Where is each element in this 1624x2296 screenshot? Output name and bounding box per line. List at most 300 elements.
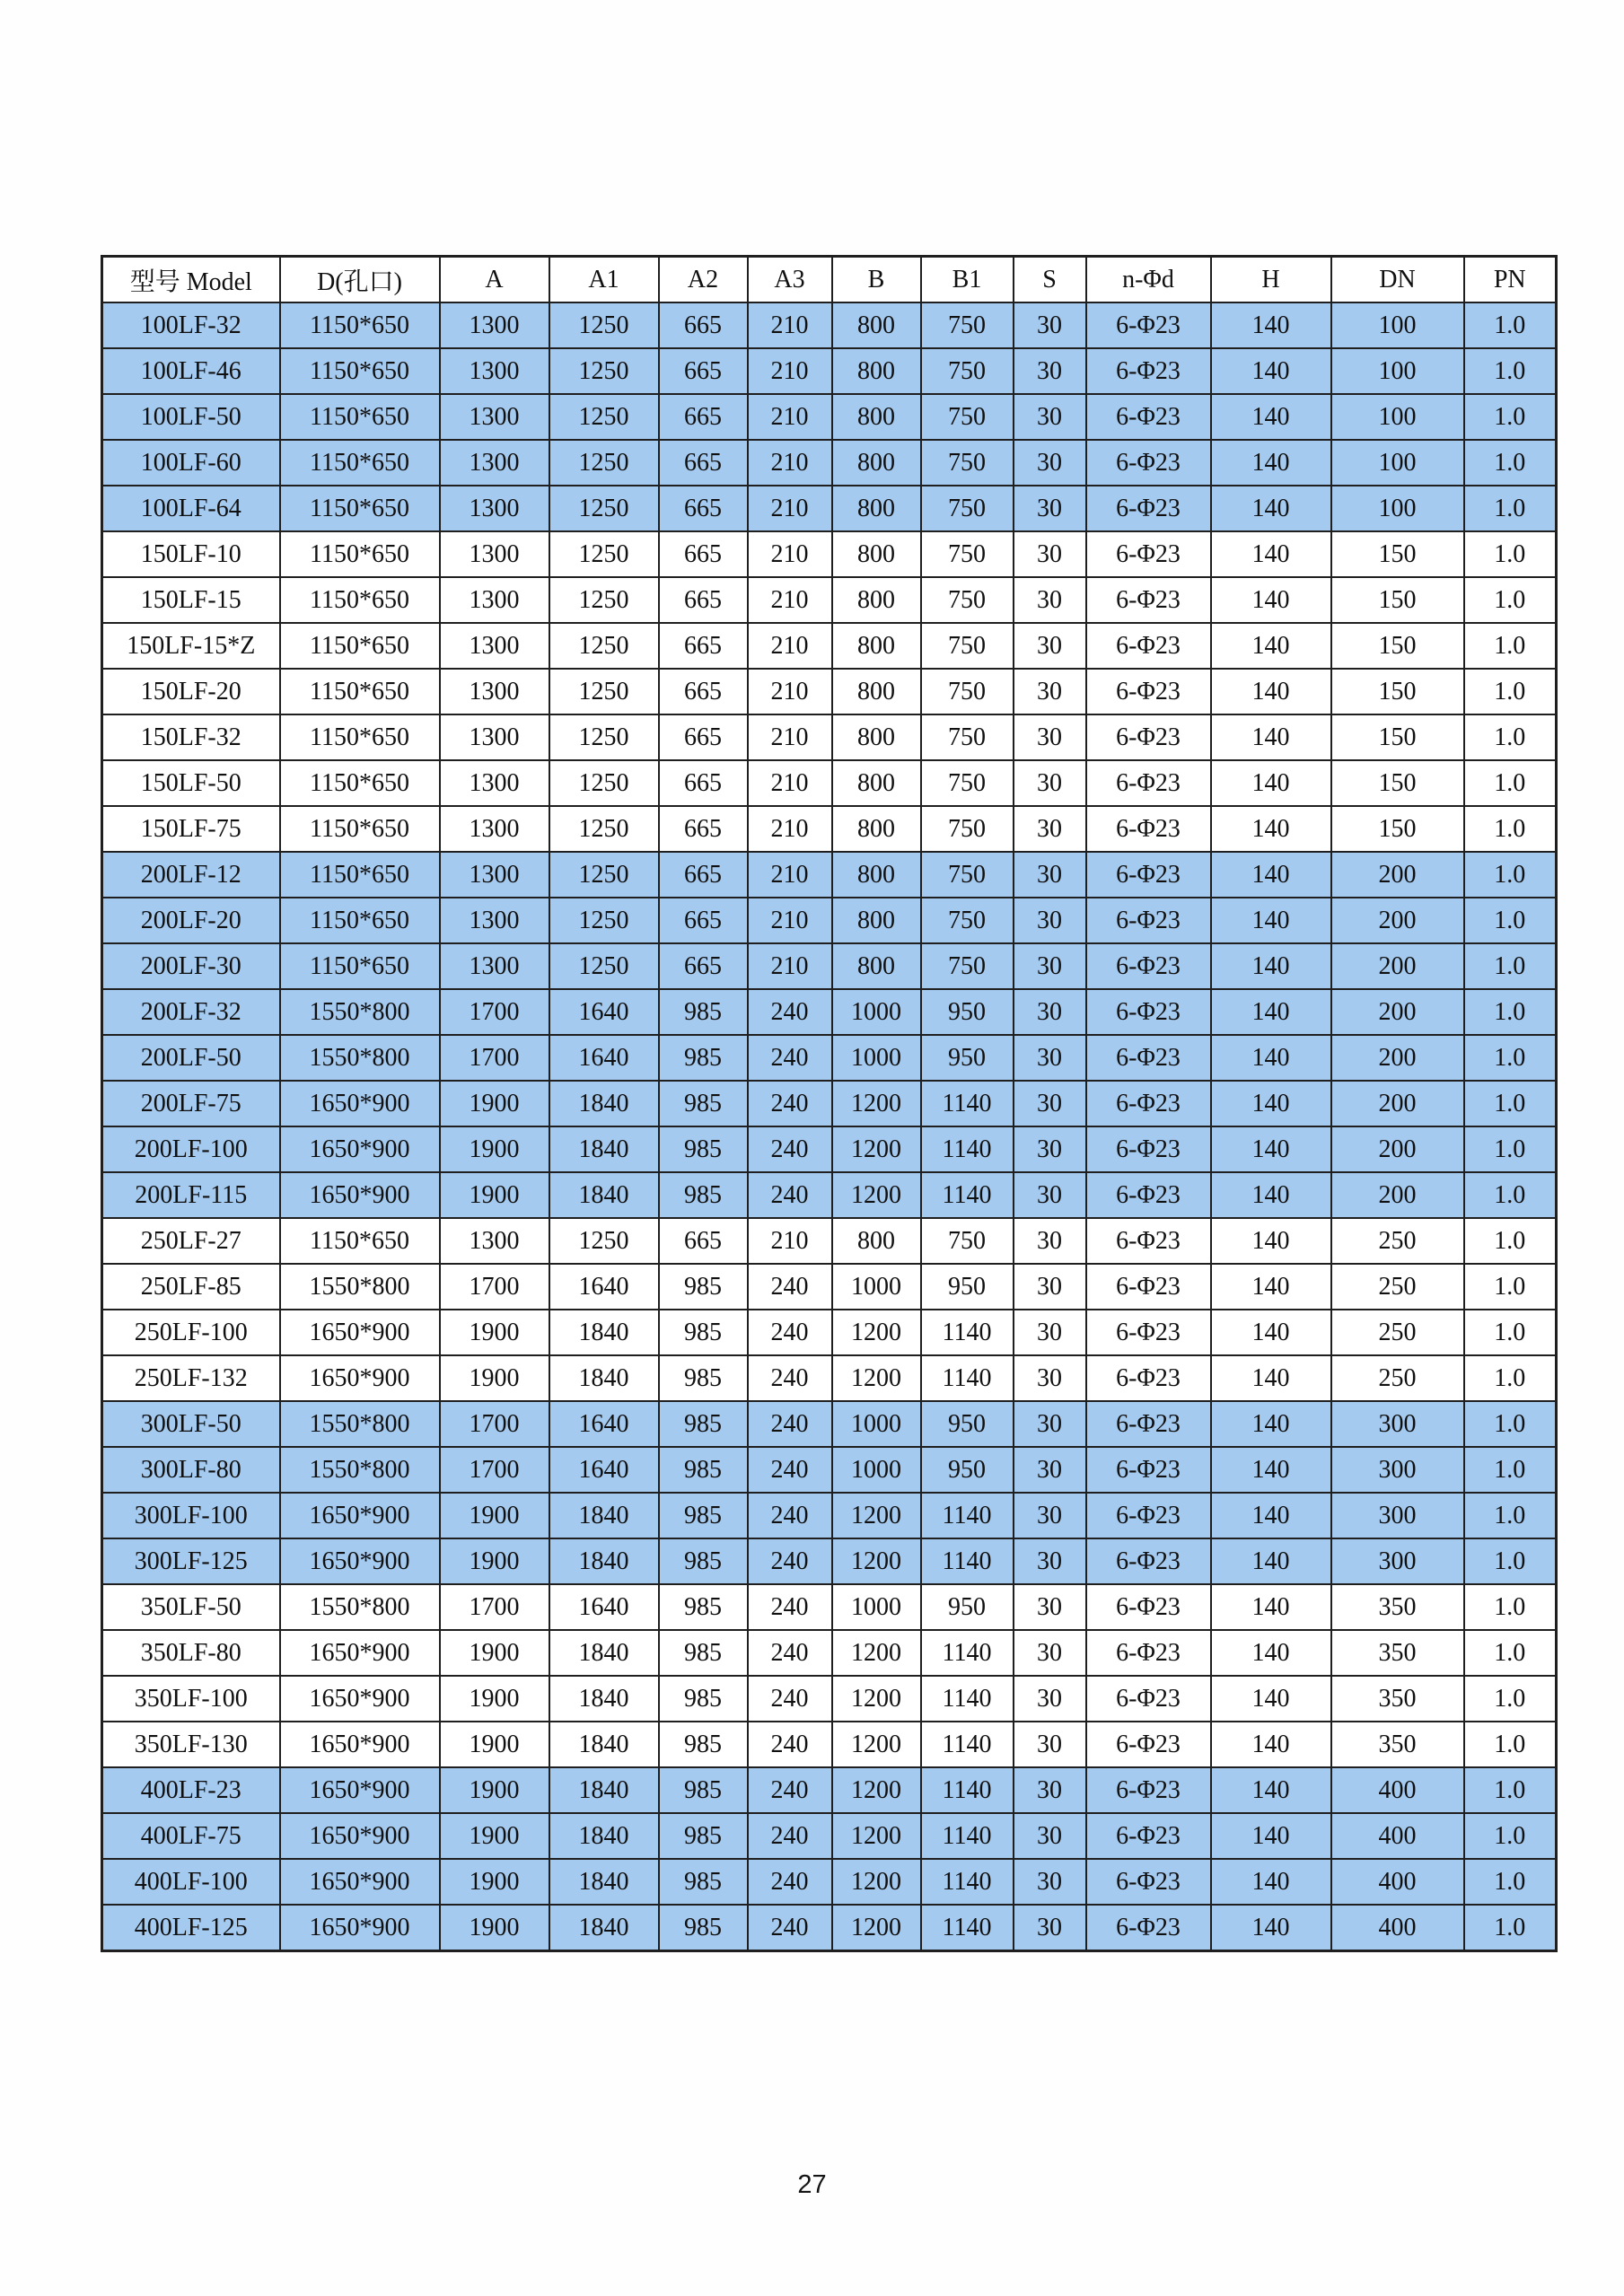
table-row <box>102 1905 1557 1951</box>
table-cell: 300LF-125 <box>102 1538 280 1584</box>
table-row <box>102 486 1557 531</box>
table-cell: 210 <box>748 302 832 348</box>
table-cell: 1.0 <box>1464 1035 1557 1081</box>
table-cell: 1.0 <box>1464 1630 1557 1676</box>
table-cell: 140 <box>1211 1584 1331 1630</box>
table-cell: 1300 <box>440 760 549 806</box>
table-cell: 200 <box>1331 898 1464 943</box>
table-cell: 1900 <box>440 1676 549 1722</box>
table-cell: 1000 <box>832 989 921 1035</box>
table-cell: 140 <box>1211 989 1331 1035</box>
table-cell: 985 <box>659 1172 748 1218</box>
table-cell: 750 <box>921 806 1014 852</box>
table-cell: 200LF-100 <box>102 1126 280 1172</box>
table-cell: 200LF-12 <box>102 852 280 898</box>
table-cell: 30 <box>1014 1081 1086 1126</box>
table-cell: 1900 <box>440 1859 549 1905</box>
table-cell: 1150*650 <box>280 669 440 714</box>
table-cell: 1840 <box>549 1905 659 1951</box>
table-cell: 1.0 <box>1464 440 1557 486</box>
table-cell: 1650*900 <box>280 1905 440 1951</box>
table-cell: 140 <box>1211 760 1331 806</box>
table-cell: 1250 <box>549 669 659 714</box>
table-cell: 1900 <box>440 1905 549 1951</box>
table-cell: 985 <box>659 1493 748 1538</box>
table-cell: 240 <box>748 1630 832 1676</box>
table-cell: 750 <box>921 623 1014 669</box>
table-cell: 350LF-80 <box>102 1630 280 1676</box>
table-cell: 750 <box>921 1218 1014 1264</box>
table-cell: 1.0 <box>1464 577 1557 623</box>
table-cell: 1.0 <box>1464 1310 1557 1355</box>
table-cell: 6-Φ23 <box>1086 1722 1211 1767</box>
table-cell: 1550*800 <box>280 989 440 1035</box>
table-row <box>102 1355 1557 1401</box>
table-cell: 800 <box>832 1218 921 1264</box>
table-cell: 800 <box>832 806 921 852</box>
table-cell: 1150*650 <box>280 760 440 806</box>
table-cell: 100 <box>1331 440 1464 486</box>
table-cell: 1.0 <box>1464 302 1557 348</box>
table-cell: 1640 <box>549 1401 659 1447</box>
table-cell: 100LF-64 <box>102 486 280 531</box>
table-cell: 1250 <box>549 302 659 348</box>
table-cell: 1140 <box>921 1767 1014 1813</box>
table-cell: 30 <box>1014 440 1086 486</box>
table-cell: 240 <box>748 1310 832 1355</box>
table-cell: 1.0 <box>1464 989 1557 1035</box>
table-cell: 1650*900 <box>280 1081 440 1126</box>
table-row <box>102 1630 1557 1676</box>
table-cell: 1140 <box>921 1081 1014 1126</box>
table-cell: 200 <box>1331 852 1464 898</box>
table-cell: 750 <box>921 714 1014 760</box>
table-cell: 6-Φ23 <box>1086 1310 1211 1355</box>
table-cell: 240 <box>748 1355 832 1401</box>
table-cell: 1650*900 <box>280 1355 440 1401</box>
column-header: 型号 Model <box>102 257 280 303</box>
table-cell: 100 <box>1331 486 1464 531</box>
table-cell: 30 <box>1014 531 1086 577</box>
table-cell: 1250 <box>549 806 659 852</box>
table-cell: 6-Φ23 <box>1086 1401 1211 1447</box>
table-cell: 1140 <box>921 1538 1014 1584</box>
table-cell: 1150*650 <box>280 806 440 852</box>
table-cell: 1650*900 <box>280 1126 440 1172</box>
table-cell: 1700 <box>440 1584 549 1630</box>
table-cell: 800 <box>832 898 921 943</box>
table-cell: 1300 <box>440 714 549 760</box>
table-cell: 30 <box>1014 1630 1086 1676</box>
table-cell: 30 <box>1014 348 1086 394</box>
table-row <box>102 1310 1557 1355</box>
table-cell: 1.0 <box>1464 348 1557 394</box>
table-cell: 1.0 <box>1464 486 1557 531</box>
table-cell: 1150*650 <box>280 577 440 623</box>
table-cell: 1150*650 <box>280 486 440 531</box>
table-cell: 1.0 <box>1464 623 1557 669</box>
table-row <box>102 714 1557 760</box>
table-cell: 1650*900 <box>280 1172 440 1218</box>
table-cell: 100 <box>1331 348 1464 394</box>
table-cell: 240 <box>748 1035 832 1081</box>
table-cell: 240 <box>748 989 832 1035</box>
table-cell: 6-Φ23 <box>1086 669 1211 714</box>
table-cell: 985 <box>659 1676 748 1722</box>
table-row <box>102 394 1557 440</box>
table-cell: 140 <box>1211 1218 1331 1264</box>
table-cell: 100LF-46 <box>102 348 280 394</box>
column-header: D(孔口) <box>280 257 440 303</box>
table-cell: 150 <box>1331 623 1464 669</box>
table-cell: 150 <box>1331 760 1464 806</box>
table-cell: 1.0 <box>1464 1447 1557 1493</box>
table-cell: 800 <box>832 440 921 486</box>
table-cell: 800 <box>832 714 921 760</box>
table-cell: 6-Φ23 <box>1086 943 1211 989</box>
table-cell: 210 <box>748 348 832 394</box>
table-cell: 30 <box>1014 577 1086 623</box>
table-cell: 1700 <box>440 1264 549 1310</box>
table-cell: 6-Φ23 <box>1086 1081 1211 1126</box>
table-cell: 1840 <box>549 1813 659 1859</box>
table-cell: 1900 <box>440 1767 549 1813</box>
table-cell: 1.0 <box>1464 898 1557 943</box>
table-cell: 1250 <box>549 1218 659 1264</box>
table-cell: 1840 <box>549 1493 659 1538</box>
table-cell: 1.0 <box>1464 394 1557 440</box>
table-cell: 30 <box>1014 1813 1086 1859</box>
table-cell: 1.0 <box>1464 1767 1557 1813</box>
table-cell: 400LF-23 <box>102 1767 280 1813</box>
table-cell: 250LF-27 <box>102 1218 280 1264</box>
table-cell: 1840 <box>549 1172 659 1218</box>
table-cell: 140 <box>1211 577 1331 623</box>
table-cell: 400 <box>1331 1767 1464 1813</box>
table-cell: 1150*650 <box>280 302 440 348</box>
table-cell: 1200 <box>832 1813 921 1859</box>
table-cell: 30 <box>1014 1905 1086 1951</box>
table-cell: 210 <box>748 760 832 806</box>
table-cell: 1140 <box>921 1355 1014 1401</box>
table-cell: 1300 <box>440 394 549 440</box>
table-row <box>102 852 1557 898</box>
table-cell: 30 <box>1014 623 1086 669</box>
table-row <box>102 1035 1557 1081</box>
table-cell: 350LF-130 <box>102 1722 280 1767</box>
table-cell: 6-Φ23 <box>1086 1584 1211 1630</box>
table-cell: 1.0 <box>1464 1584 1557 1630</box>
table-cell: 1.0 <box>1464 1081 1557 1126</box>
table-cell: 1900 <box>440 1722 549 1767</box>
table-cell: 1700 <box>440 1447 549 1493</box>
table-cell: 1250 <box>549 760 659 806</box>
table-cell: 1900 <box>440 1493 549 1538</box>
table-row <box>102 1401 1557 1447</box>
table-cell: 150LF-50 <box>102 760 280 806</box>
table-cell: 1.0 <box>1464 714 1557 760</box>
table-cell: 985 <box>659 1081 748 1126</box>
table-cell: 1000 <box>832 1035 921 1081</box>
table-cell: 30 <box>1014 1859 1086 1905</box>
table-cell: 6-Φ23 <box>1086 760 1211 806</box>
table-cell: 1300 <box>440 577 549 623</box>
table-cell: 240 <box>748 1172 832 1218</box>
table-cell: 1300 <box>440 531 549 577</box>
table-cell: 6-Φ23 <box>1086 348 1211 394</box>
table-cell: 985 <box>659 1447 748 1493</box>
table-cell: 30 <box>1014 1218 1086 1264</box>
table-row <box>102 1859 1557 1905</box>
table-cell: 240 <box>748 1676 832 1722</box>
table-cell: 1140 <box>921 1493 1014 1538</box>
table-cell: 30 <box>1014 1355 1086 1401</box>
table-cell: 140 <box>1211 714 1331 760</box>
table-cell: 950 <box>921 1584 1014 1630</box>
table-cell: 750 <box>921 760 1014 806</box>
table-cell: 210 <box>748 394 832 440</box>
table-cell: 1640 <box>549 1264 659 1310</box>
table-cell: 1900 <box>440 1081 549 1126</box>
table-cell: 985 <box>659 1538 748 1584</box>
table-cell: 1150*650 <box>280 531 440 577</box>
table-cell: 30 <box>1014 1264 1086 1310</box>
table-cell: 240 <box>748 1264 832 1310</box>
table-cell: 665 <box>659 898 748 943</box>
table-cell: 140 <box>1211 531 1331 577</box>
table-cell: 250LF-100 <box>102 1310 280 1355</box>
table-cell: 1250 <box>549 394 659 440</box>
table-cell: 6-Φ23 <box>1086 852 1211 898</box>
table-cell: 30 <box>1014 1722 1086 1767</box>
table-cell: 985 <box>659 1310 748 1355</box>
table-cell: 750 <box>921 486 1014 531</box>
table-cell: 30 <box>1014 486 1086 531</box>
table-cell: 665 <box>659 760 748 806</box>
table-cell: 1300 <box>440 302 549 348</box>
table-cell: 30 <box>1014 943 1086 989</box>
table-cell: 800 <box>832 302 921 348</box>
table-cell: 140 <box>1211 623 1331 669</box>
table-cell: 1.0 <box>1464 852 1557 898</box>
table-cell: 1.0 <box>1464 760 1557 806</box>
table-cell: 100LF-50 <box>102 394 280 440</box>
table-cell: 30 <box>1014 898 1086 943</box>
table-cell: 6-Φ23 <box>1086 1538 1211 1584</box>
table-cell: 6-Φ23 <box>1086 898 1211 943</box>
table-cell: 1150*650 <box>280 394 440 440</box>
table-cell: 750 <box>921 302 1014 348</box>
table-cell: 240 <box>748 1722 832 1767</box>
table-cell: 800 <box>832 531 921 577</box>
table-cell: 665 <box>659 1218 748 1264</box>
table-cell: 1200 <box>832 1722 921 1767</box>
table-cell: 1550*800 <box>280 1447 440 1493</box>
table-cell: 140 <box>1211 1172 1331 1218</box>
table-cell: 210 <box>748 898 832 943</box>
table-cell: 665 <box>659 531 748 577</box>
table-cell: 665 <box>659 943 748 989</box>
table-row <box>102 531 1557 577</box>
table-cell: 6-Φ23 <box>1086 1630 1211 1676</box>
table-cell: 140 <box>1211 669 1331 714</box>
table-cell: 240 <box>748 1767 832 1813</box>
table-cell: 985 <box>659 1264 748 1310</box>
table-cell: 6-Φ23 <box>1086 1905 1211 1951</box>
table-cell: 1.0 <box>1464 1813 1557 1859</box>
table-cell: 1150*650 <box>280 440 440 486</box>
table-cell: 140 <box>1211 486 1331 531</box>
table-cell: 665 <box>659 348 748 394</box>
table-cell: 200LF-75 <box>102 1081 280 1126</box>
table-row <box>102 1172 1557 1218</box>
table-cell: 1840 <box>549 1310 659 1355</box>
table-cell: 1650*900 <box>280 1767 440 1813</box>
table-cell: 1140 <box>921 1813 1014 1859</box>
table-cell: 150 <box>1331 806 1464 852</box>
table-cell: 300LF-50 <box>102 1401 280 1447</box>
table-cell: 30 <box>1014 1172 1086 1218</box>
table-cell: 100 <box>1331 302 1464 348</box>
table-row <box>102 1767 1557 1813</box>
table-cell: 140 <box>1211 1355 1331 1401</box>
table-cell: 1250 <box>549 623 659 669</box>
table-cell: 30 <box>1014 1447 1086 1493</box>
table-cell: 150LF-15*Z <box>102 623 280 669</box>
table-cell: 1900 <box>440 1126 549 1172</box>
table-cell: 200LF-32 <box>102 989 280 1035</box>
table-cell: 200LF-50 <box>102 1035 280 1081</box>
column-header: A1 <box>549 257 659 303</box>
table-cell: 6-Φ23 <box>1086 1676 1211 1722</box>
table-cell: 665 <box>659 806 748 852</box>
table-cell: 1200 <box>832 1767 921 1813</box>
table-cell: 30 <box>1014 714 1086 760</box>
table-cell: 1250 <box>549 348 659 394</box>
table-cell: 985 <box>659 989 748 1035</box>
table-cell: 140 <box>1211 1126 1331 1172</box>
table-cell: 1650*900 <box>280 1676 440 1722</box>
table-cell: 800 <box>832 348 921 394</box>
table-row <box>102 760 1557 806</box>
table-cell: 1200 <box>832 1126 921 1172</box>
table-row <box>102 302 1557 348</box>
table-cell: 800 <box>832 760 921 806</box>
table-cell: 30 <box>1014 1538 1086 1584</box>
table-cell: 30 <box>1014 760 1086 806</box>
table-cell: 200 <box>1331 989 1464 1035</box>
table-cell: 1840 <box>549 1081 659 1126</box>
column-header: A <box>440 257 549 303</box>
table-cell: 1140 <box>921 1859 1014 1905</box>
table-cell: 985 <box>659 1813 748 1859</box>
table-cell: 240 <box>748 1081 832 1126</box>
table-cell: 665 <box>659 394 748 440</box>
table-cell: 140 <box>1211 1310 1331 1355</box>
table-cell: 1000 <box>832 1264 921 1310</box>
table-cell: 1550*800 <box>280 1401 440 1447</box>
table-cell: 1200 <box>832 1172 921 1218</box>
table-row <box>102 577 1557 623</box>
table-cell: 140 <box>1211 1905 1331 1951</box>
table-cell: 210 <box>748 486 832 531</box>
table-cell: 400LF-100 <box>102 1859 280 1905</box>
table-cell: 1840 <box>549 1538 659 1584</box>
table-row <box>102 1676 1557 1722</box>
table-cell: 1250 <box>549 898 659 943</box>
table-cell: 150LF-75 <box>102 806 280 852</box>
table-cell: 150LF-10 <box>102 531 280 577</box>
table-cell: 140 <box>1211 852 1331 898</box>
table-cell: 1900 <box>440 1538 549 1584</box>
table-cell: 200 <box>1331 1081 1464 1126</box>
table-cell: 140 <box>1211 1035 1331 1081</box>
table-cell: 6-Φ23 <box>1086 1264 1211 1310</box>
table-cell: 200LF-20 <box>102 898 280 943</box>
table-cell: 6-Φ23 <box>1086 1355 1211 1401</box>
table-cell: 950 <box>921 1401 1014 1447</box>
table-cell: 300 <box>1331 1401 1464 1447</box>
table-cell: 350LF-100 <box>102 1676 280 1722</box>
table-cell: 6-Φ23 <box>1086 302 1211 348</box>
table-row <box>102 440 1557 486</box>
table-cell: 1250 <box>549 852 659 898</box>
table-cell: 1300 <box>440 852 549 898</box>
table-row <box>102 989 1557 1035</box>
table-cell: 1.0 <box>1464 1355 1557 1401</box>
table-cell: 1150*650 <box>280 623 440 669</box>
table-cell: 400 <box>1331 1813 1464 1859</box>
table-cell: 750 <box>921 577 1014 623</box>
table-cell: 30 <box>1014 806 1086 852</box>
table-row <box>102 1722 1557 1767</box>
table-cell: 1.0 <box>1464 1218 1557 1264</box>
table-cell: 750 <box>921 348 1014 394</box>
table-cell: 30 <box>1014 1676 1086 1722</box>
table-cell: 1300 <box>440 898 549 943</box>
table-cell: 800 <box>832 577 921 623</box>
table-row <box>102 1813 1557 1859</box>
table-cell: 1300 <box>440 486 549 531</box>
table-body <box>102 302 1557 1951</box>
column-header: PN <box>1464 257 1557 303</box>
table-cell: 750 <box>921 669 1014 714</box>
table-cell: 1200 <box>832 1676 921 1722</box>
table-cell: 1840 <box>549 1722 659 1767</box>
table-cell: 140 <box>1211 1630 1331 1676</box>
table-cell: 665 <box>659 714 748 760</box>
table-cell: 400 <box>1331 1859 1464 1905</box>
table-cell: 1000 <box>832 1584 921 1630</box>
table-cell: 1140 <box>921 1722 1014 1767</box>
table-cell: 1.0 <box>1464 669 1557 714</box>
table-cell: 140 <box>1211 440 1331 486</box>
table-cell: 140 <box>1211 943 1331 989</box>
table-cell: 6-Φ23 <box>1086 1172 1211 1218</box>
table-cell: 140 <box>1211 1493 1331 1538</box>
table-cell: 1.0 <box>1464 943 1557 989</box>
table-cell: 240 <box>748 1584 832 1630</box>
table-row <box>102 898 1557 943</box>
table-cell: 665 <box>659 486 748 531</box>
table-cell: 1300 <box>440 348 549 394</box>
table-cell: 30 <box>1014 1767 1086 1813</box>
table-cell: 150 <box>1331 714 1464 760</box>
table-cell: 140 <box>1211 1722 1331 1767</box>
table-cell: 1900 <box>440 1355 549 1401</box>
column-header: n-Φd <box>1086 257 1211 303</box>
table-cell: 750 <box>921 898 1014 943</box>
